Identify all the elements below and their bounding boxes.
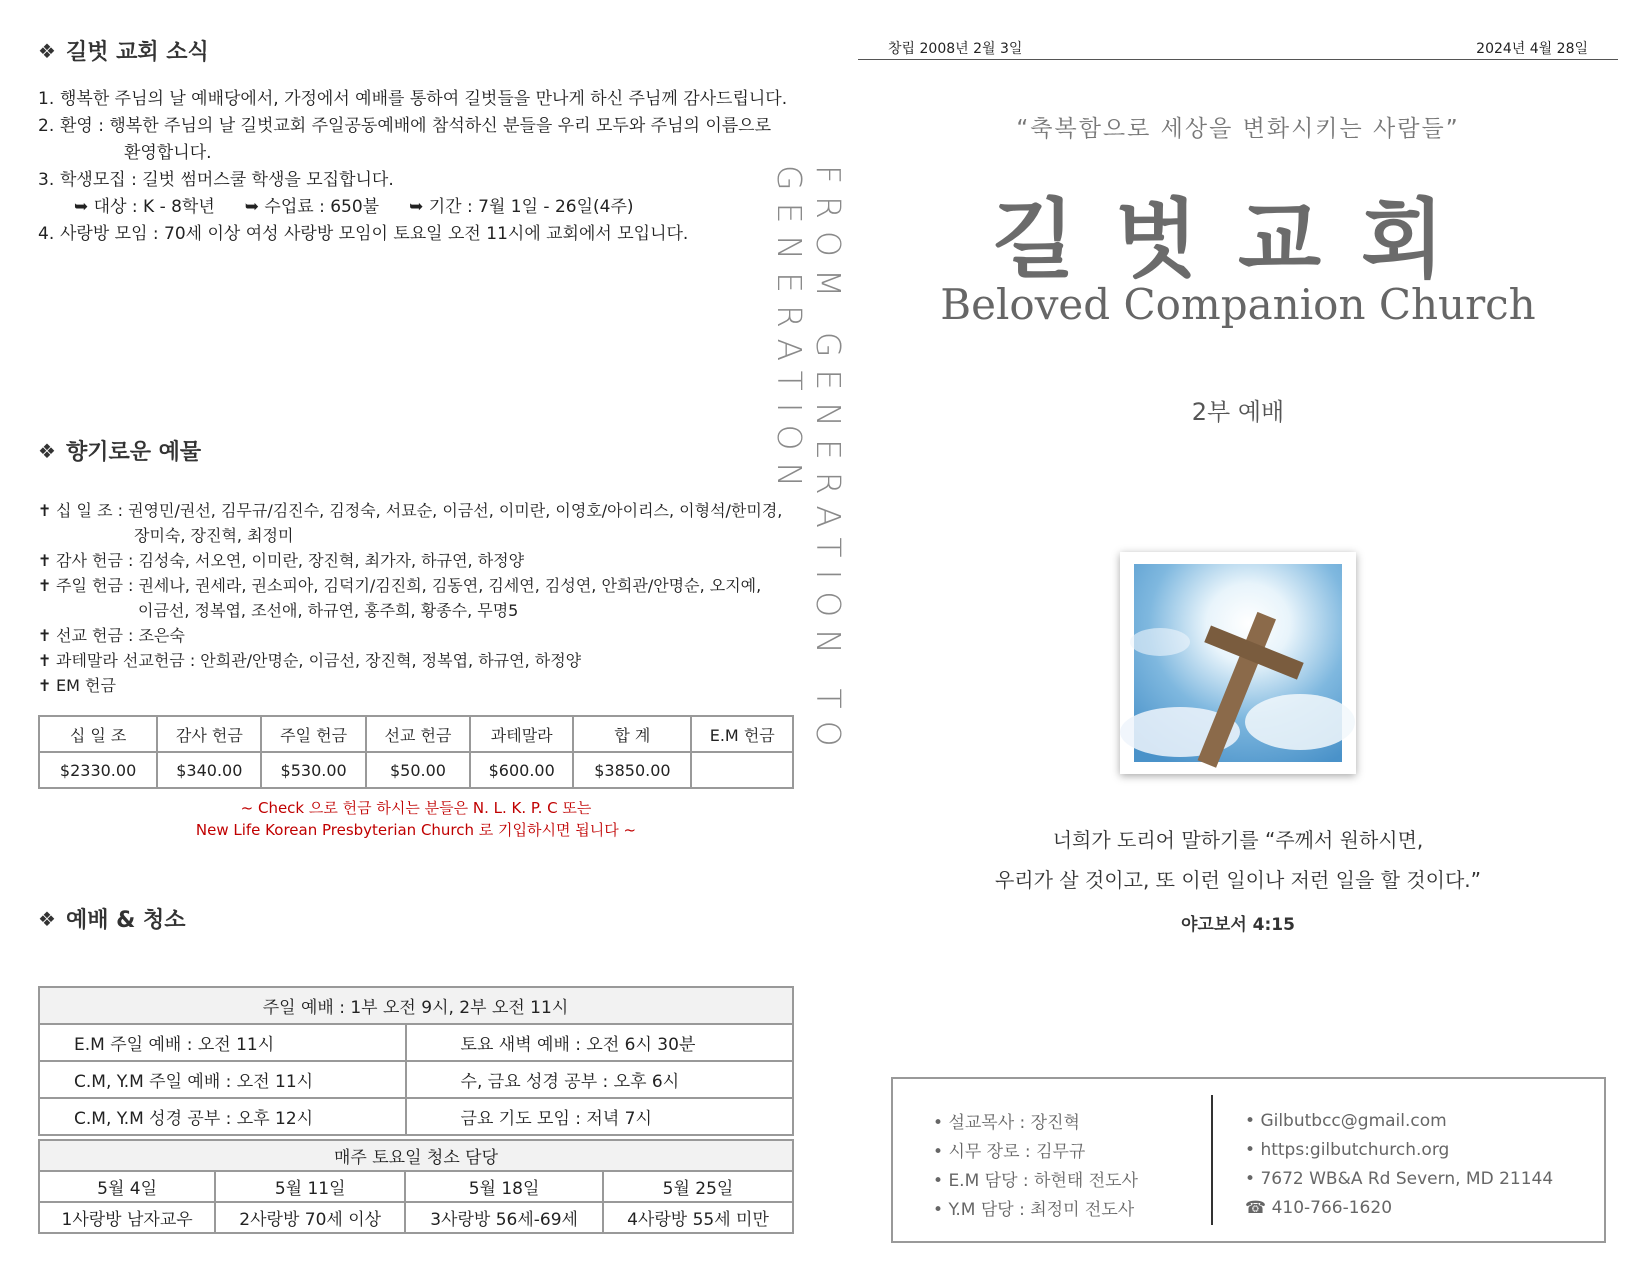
cross-in-sky-icon bbox=[1120, 552, 1356, 774]
tithe-line: 십 일 조 : 권영민/권선, 김무규/김진수, 김정숙, 서묘순, 이금선, 이미란, 이영호/아이리스, 이형석/한미경, bbox=[56, 501, 783, 520]
service-cell: C.M, Y.M 주일 예배 : 오전 11시 bbox=[39, 1061, 406, 1098]
diamond-icon: ❖ bbox=[38, 438, 56, 463]
offer-value: $600.00 bbox=[470, 752, 573, 788]
scripture-reference: 야고보서 4:15 bbox=[1181, 915, 1295, 935]
contact-box bbox=[891, 1077, 1606, 1243]
offering-list bbox=[38, 498, 798, 698]
news-item: 1. 행복한 주님의 날 예배당에서, 가정에서 예배를 통하여 길벗들을 만나게 하신 주님께 감사드립니다. bbox=[38, 89, 788, 109]
cleaning-group: 2사랑방 70세 이상 bbox=[215, 1202, 405, 1233]
cleaning-group: 4사랑방 55세 미만 bbox=[603, 1202, 793, 1233]
diamond-icon: ❖ bbox=[38, 906, 56, 931]
staff-list bbox=[893, 1095, 1213, 1225]
header-bar bbox=[858, 38, 1618, 60]
news-item: 3. 학생모집 : 길벗 썸머스쿨 학생을 모집합니다. bbox=[38, 170, 394, 190]
offer-header: 선교 헌금 bbox=[366, 716, 470, 752]
offer-header: 주일 헌금 bbox=[261, 716, 365, 752]
offer-header: 감사 헌금 bbox=[157, 716, 261, 752]
cleaning-date: 5월 18일 bbox=[405, 1171, 603, 1202]
offer-header: 합 계 bbox=[573, 716, 691, 752]
offering-section-title: ❖ 향기로운 예물 bbox=[38, 438, 202, 465]
cross-photo bbox=[1120, 552, 1356, 774]
cleaning-header: 매주 토요일 청소 담당 bbox=[39, 1140, 793, 1171]
address: • 7672 WB&A Rd Severn, MD 21144 bbox=[1245, 1165, 1553, 1194]
news-list bbox=[38, 86, 798, 248]
scripture-verse: 너희가 도리어 말하기를 “주께서 원하시면, 우리가 살 것이고, 또 이런 일이나 저런 일을 할 것이다.” bbox=[994, 828, 1481, 892]
sunday-cont: 이금선, 정복엽, 조선애, 하규연, 홍주희, 황종수, 무명5 bbox=[138, 601, 519, 620]
cleaning-date: 5월 4일 bbox=[39, 1171, 215, 1202]
service-name: 2부 예배 bbox=[1191, 398, 1285, 426]
offering-table bbox=[38, 715, 794, 789]
tithe-cont: 장미숙, 장진혁, 최정미 bbox=[134, 526, 294, 545]
service-cell: 금요 기도 모임 : 저녁 7시 bbox=[406, 1098, 793, 1135]
offer-value: $340.00 bbox=[157, 752, 261, 788]
service-cell: 토요 새벽 예배 : 오전 6시 30분 bbox=[406, 1024, 793, 1061]
news-item: 2. 환영 : 행복한 주님의 날 길벗교회 주일공동예배에 참석하신 분들을 우리 모두와 주님의 이름으로 bbox=[38, 116, 772, 136]
cleaning-table bbox=[38, 1139, 794, 1234]
contact-list bbox=[1213, 1079, 1553, 1241]
news-section-title: ❖ 길벗 교회 소식 bbox=[38, 38, 209, 65]
offer-value: $50.00 bbox=[366, 752, 470, 788]
offer-value bbox=[691, 752, 793, 788]
cleaning-date: 5월 25일 bbox=[603, 1171, 793, 1202]
check-note: ~ Check 으로 헌금 하시는 분들은 N. L. K. P. C 또는 New Life Korean Presbyterian Church 로 기입하시면 됩니다 ~ bbox=[195, 799, 637, 839]
staff-item: • 설교목사 : 장진혁 bbox=[933, 1109, 1211, 1138]
staff-item: • Y.M 담당 : 최정미 전도사 bbox=[933, 1196, 1211, 1225]
website: • https:gilbutchurch.org bbox=[1245, 1136, 1553, 1165]
em-line: EM 헌금 bbox=[56, 676, 116, 695]
news-item: 4. 사랑방 모임 : 70세 이상 여성 사랑방 모임이 토요일 오전 11시에 교회에서 모입니다. bbox=[38, 224, 689, 244]
offer-header: 과테말라 bbox=[470, 716, 573, 752]
bulletin-date: 2024년 4월 28일 bbox=[1476, 41, 1588, 57]
offer-value: $530.00 bbox=[261, 752, 365, 788]
school-details: ➥ 대상 : K - 8학년 ➥ 수업료 : 650불 ➥ 기간 : 7월 1일 - 26일(4주) bbox=[74, 197, 634, 217]
staff-item: • 시무 장로 : 김무규 bbox=[933, 1138, 1211, 1167]
vertical-slogan: FROM GENERATION TO GENERATION bbox=[770, 165, 848, 759]
founded-date: 창립 2008년 2월 3일 bbox=[888, 41, 1023, 57]
service-cell: E.M 주일 예배 : 오전 11시 bbox=[39, 1024, 406, 1061]
sunday-line: 주일 헌금 : 권세나, 권세라, 권소피아, 김덕기/김진희, 김동연, 김세연, 김성연, 안희관/안명순, 오지예, bbox=[56, 576, 762, 595]
cleaning-group: 1사랑방 남자교우 bbox=[39, 1202, 215, 1233]
diamond-icon: ❖ bbox=[38, 38, 56, 63]
cross-icon: ✝ bbox=[38, 676, 52, 695]
guatemala-line: 과테말라 선교헌금 : 안희관/안명순, 이금선, 장진혁, 정복엽, 하규연, 하정양 bbox=[56, 651, 582, 670]
cross-icon: ✝ bbox=[38, 651, 52, 670]
offer-header: E.M 헌금 bbox=[691, 716, 793, 752]
cross-icon: ✝ bbox=[38, 501, 52, 520]
mission-line: 선교 헌금 : 조은숙 bbox=[56, 626, 185, 645]
church-name-english: Beloved Companion Church bbox=[940, 280, 1536, 329]
offer-value: $3850.00 bbox=[573, 752, 691, 788]
thanks-line: 감사 헌금 : 김성숙, 서오연, 이미란, 장진혁, 최가자, 하규연, 하정양 bbox=[56, 551, 525, 570]
motto: “축복함으로 세상을 변화시키는 사람들” bbox=[1016, 116, 1460, 142]
phone: ☎ 410-766-1620 bbox=[1245, 1198, 1393, 1218]
service-table bbox=[38, 986, 794, 1136]
offer-header: 십 일 조 bbox=[39, 716, 157, 752]
service-cell: C.M, Y.M 성경 공부 : 오후 12시 bbox=[39, 1098, 406, 1135]
cleaning-group: 3사랑방 56세-69세 bbox=[405, 1202, 603, 1233]
staff-item: • E.M 담당 : 하현태 전도사 bbox=[933, 1167, 1211, 1196]
service-cell: 수, 금요 성경 공부 : 오후 6시 bbox=[406, 1061, 793, 1098]
service-section-title: ❖ 예배 & 청소 bbox=[38, 906, 186, 933]
email: • Gilbutbcc@gmail.com bbox=[1245, 1107, 1553, 1136]
cross-icon: ✝ bbox=[38, 626, 52, 645]
service-header: 주일 예배 : 1부 오전 9시, 2부 오전 11시 bbox=[39, 987, 793, 1024]
cleaning-date: 5월 11일 bbox=[215, 1171, 405, 1202]
cross-icon: ✝ bbox=[38, 551, 52, 570]
church-name-korean: 길벗교회 bbox=[991, 190, 1485, 290]
news-item-cont: 환영합니다. bbox=[124, 143, 212, 163]
cross-icon: ✝ bbox=[38, 576, 52, 595]
offer-value: $2330.00 bbox=[39, 752, 157, 788]
